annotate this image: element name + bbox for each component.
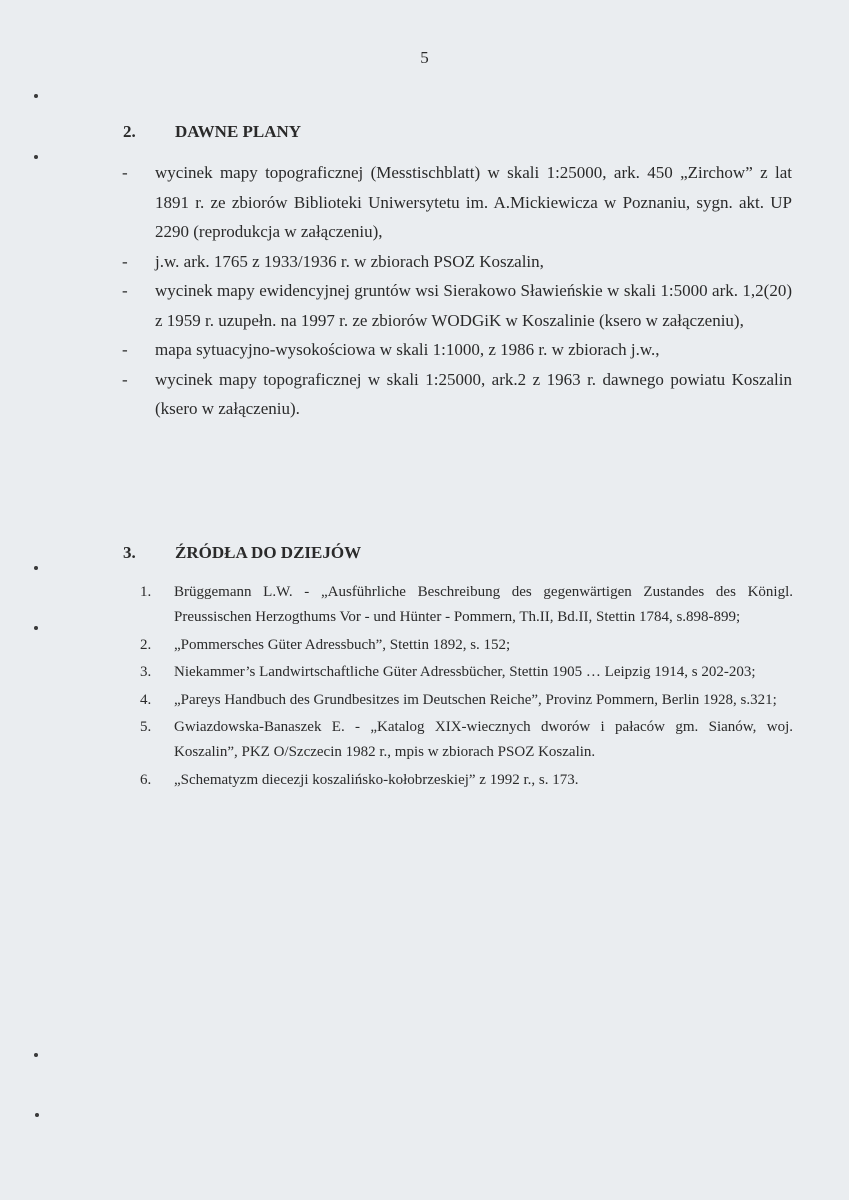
list-item-text: „Pommersches Güter Adressbuch”, Stettin 1892, s. 152; (174, 636, 511, 653)
dash-bullet: - (122, 251, 128, 271)
list-item-text: „Schematyzm diecezji koszalińsko-kołobrzeskiej” z 1992 r., s. 173. (174, 771, 579, 788)
list-item-text: j.w. ark. 1765 z 1933/1936 r. w zbiorach PSOZ Koszalin, (155, 251, 544, 271)
dash-bullet: - (122, 340, 128, 359)
sources-list (140, 580, 793, 795)
page-number: 5 (420, 48, 429, 67)
list-item (122, 158, 792, 247)
list-item-text: mapa sytuacyjno-wysokościowa w skali 1:1000, z 1986 r. w zbiorach j.w., (155, 340, 660, 359)
dash-bullet: - (122, 369, 128, 389)
list-item (140, 715, 793, 765)
list-item-number: 5. (140, 719, 152, 735)
plans-list (122, 158, 792, 424)
dash-bullet: - (122, 163, 128, 182)
list-item (122, 365, 792, 424)
list-item-number: 3. (140, 664, 152, 680)
list-item (140, 580, 793, 630)
punch-hole-mark (34, 1053, 38, 1057)
list-item (140, 633, 793, 658)
list-item-text: „Pareys Handbuch des Grundbesitzes im Deutschen Reiche”, Provinz Pommern, Berlin 1928, s.321; (174, 691, 777, 708)
section-title: ŹRÓDŁA DO DZIEJÓW (175, 543, 362, 562)
section-number: 3. (123, 543, 136, 562)
punch-hole-mark (35, 1113, 39, 1117)
list-item (140, 688, 793, 713)
list-item-text: wycinek mapy topograficznej w skali 1:25000, ark.2 z 1963 r. dawnego powiatu Koszalin (ksero w załączeniu). (155, 369, 792, 418)
punch-hole-mark (34, 155, 38, 159)
section-title: DAWNE PLANY (175, 122, 302, 141)
list-item-text: wycinek mapy ewidencyjnej gruntów wsi Sierakowo Sławieńskie w skali 1:5000 ark. 1,2(20) z 1959 r. uzupełn. na 1997 r. ze zbiorów WODGiK w Koszalinie (ksero w załączeniu), (155, 281, 792, 330)
list-item-text: wycinek mapy topograficznej (Messtischblatt) w skali 1:25000, ark. 450 „Zirchow” z lat 1891 r. ze zbiorów Biblioteki Uniwersytetu im. A.Mickiewicza w Poznaniu, sygn. akt. UP 2290 (reprodukcja w załączeniu), (155, 163, 792, 241)
list-item-text: Gwiazdowska-Banaszek E. - „Katalog XIX-wiecznych dworów i pałaców gm. Sianów, woj. Koszalin”, PKZ O/Szczecin 1982 r., mpis w zbiorach PSOZ Koszalin. (174, 719, 793, 760)
list-item-number: 2. (140, 636, 152, 653)
list-item (140, 768, 793, 793)
list-item-number: 6. (140, 771, 152, 788)
list-item (140, 660, 793, 685)
list-item-number: 4. (140, 691, 152, 708)
punch-hole-mark (34, 94, 38, 98)
list-item-text: Brüggemann L.W. - „Ausführliche Beschreibung des gegenwärtigen Zustandes des Königl. Preussischen Herzogthums Vor - und Hünter - Pommern, Th.II, Bd.II, Stettin 1784, s.898-899; (174, 584, 793, 625)
list-item (122, 247, 792, 277)
list-item-number: 1. (140, 584, 152, 600)
dash-bullet: - (122, 281, 128, 300)
list-item (122, 276, 792, 335)
punch-hole-mark (34, 626, 38, 630)
section-number: 2. (123, 122, 136, 141)
list-item (122, 335, 792, 365)
list-item-text: Niekammer’s Landwirtschaftliche Güter Adressbücher, Stettin 1905 … Leipzig 1914, s 202-203; (174, 664, 756, 680)
punch-hole-mark (34, 566, 38, 570)
